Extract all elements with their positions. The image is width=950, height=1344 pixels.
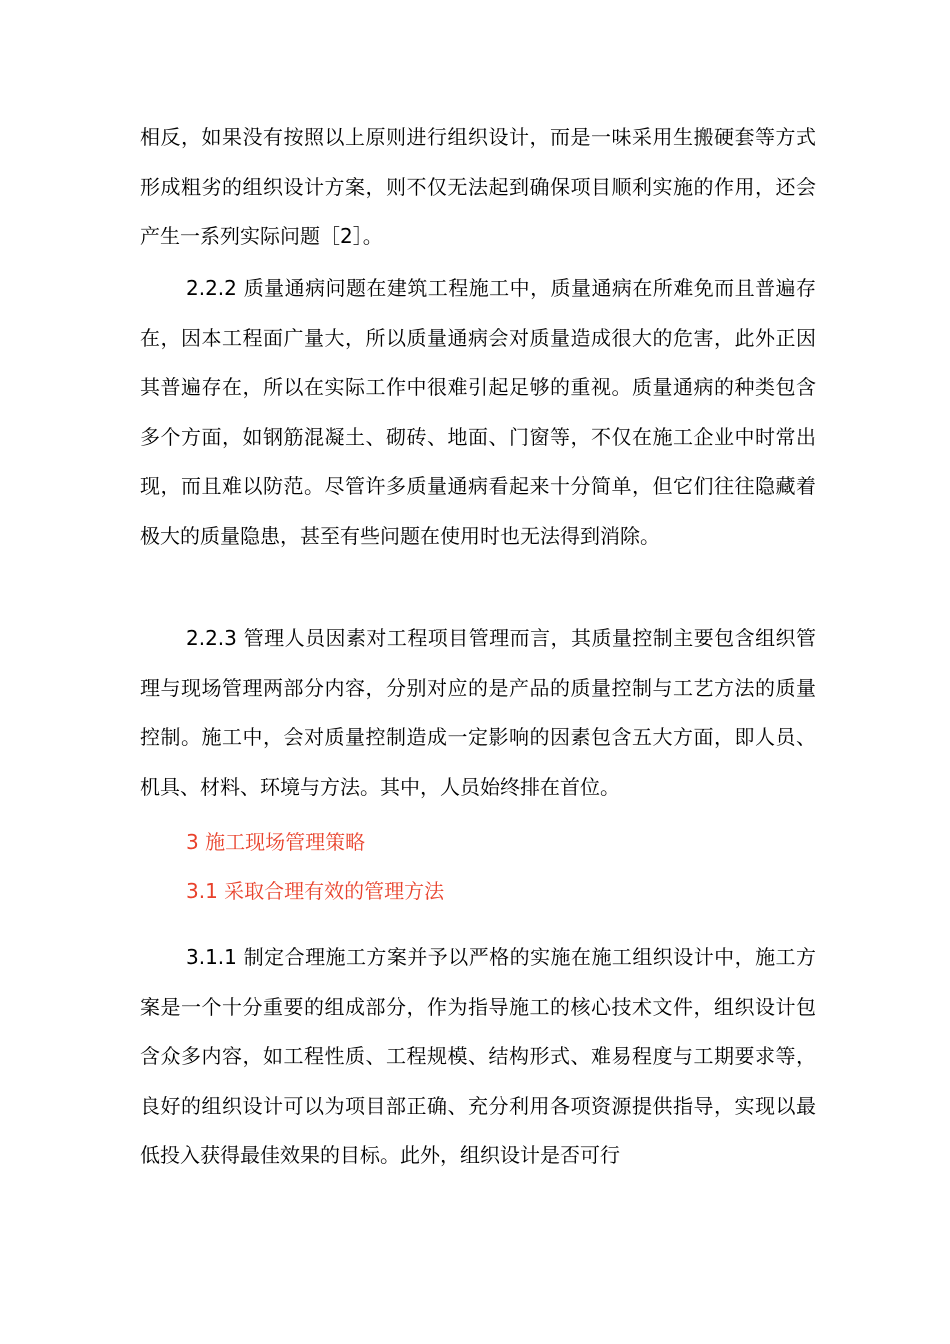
paragraph-2-2-3-management-personnel: 2.2.3 管理人员因素对工程项目管理而言，其质量控制主要包含组织管理与现场管理两部分内容，分别对应的是产品的质量控制与工艺方法的质量控制。施工中，会对质量控制造成一定影响的因素包含五大方面，即人员、机具、材料、环境与方法。其中，人员始终排在首位。 [140, 626, 816, 799]
paragraph-2-2-2-quality-defects: 2.2.2 质量通病问题在建筑工程施工中，质量通病在所难免而且普遍存在，因本工程面广量大，所以质量通病会对质量造成很大的危害，此外正因其普遍存在，所以在实际工作中很难引起足够的重视。质量通病的种类包含多个方面，如钢筋混凝土、砌砖、地面、门窗等，不仅在施工企业中时常出现，而且难以防范。尽管许多质量通病看起来十分简单，但它们往往隐藏着极大的质量隐患，甚至有些问题在使用时也无法得到消除。 [140, 276, 816, 548]
paragraph-3-1-1-construction-plan: 3.1.1 制定合理施工方案并予以严格的实施在施工组织设计中，施工方案是一个十分重要的组成部分，作为指导施工的核心技术文件，组织设计包含众多内容，如工程性质、工程规模、结构形式、难易程度与工期要求等，良好的组织设计可以为项目部正确、充分利用各项资源提供指导，实现以最低投入获得最佳效果的目标。此外，组织设计是否可行 [140, 945, 816, 1167]
section-heading-3: 3 施工现场管理策略 [186, 830, 366, 854]
paragraph-continuation: 相反，如果没有按照以上原则进行组织设计，而是一味采用生搬硬套等方式形成粗劣的组织设计方案，则不仅无法起到确保项目顺利实施的作用，还会产生一系列实际问题［2］。 [140, 125, 816, 248]
subsection-heading-3-1: 3.1 采取合理有效的管理方法 [186, 879, 445, 903]
